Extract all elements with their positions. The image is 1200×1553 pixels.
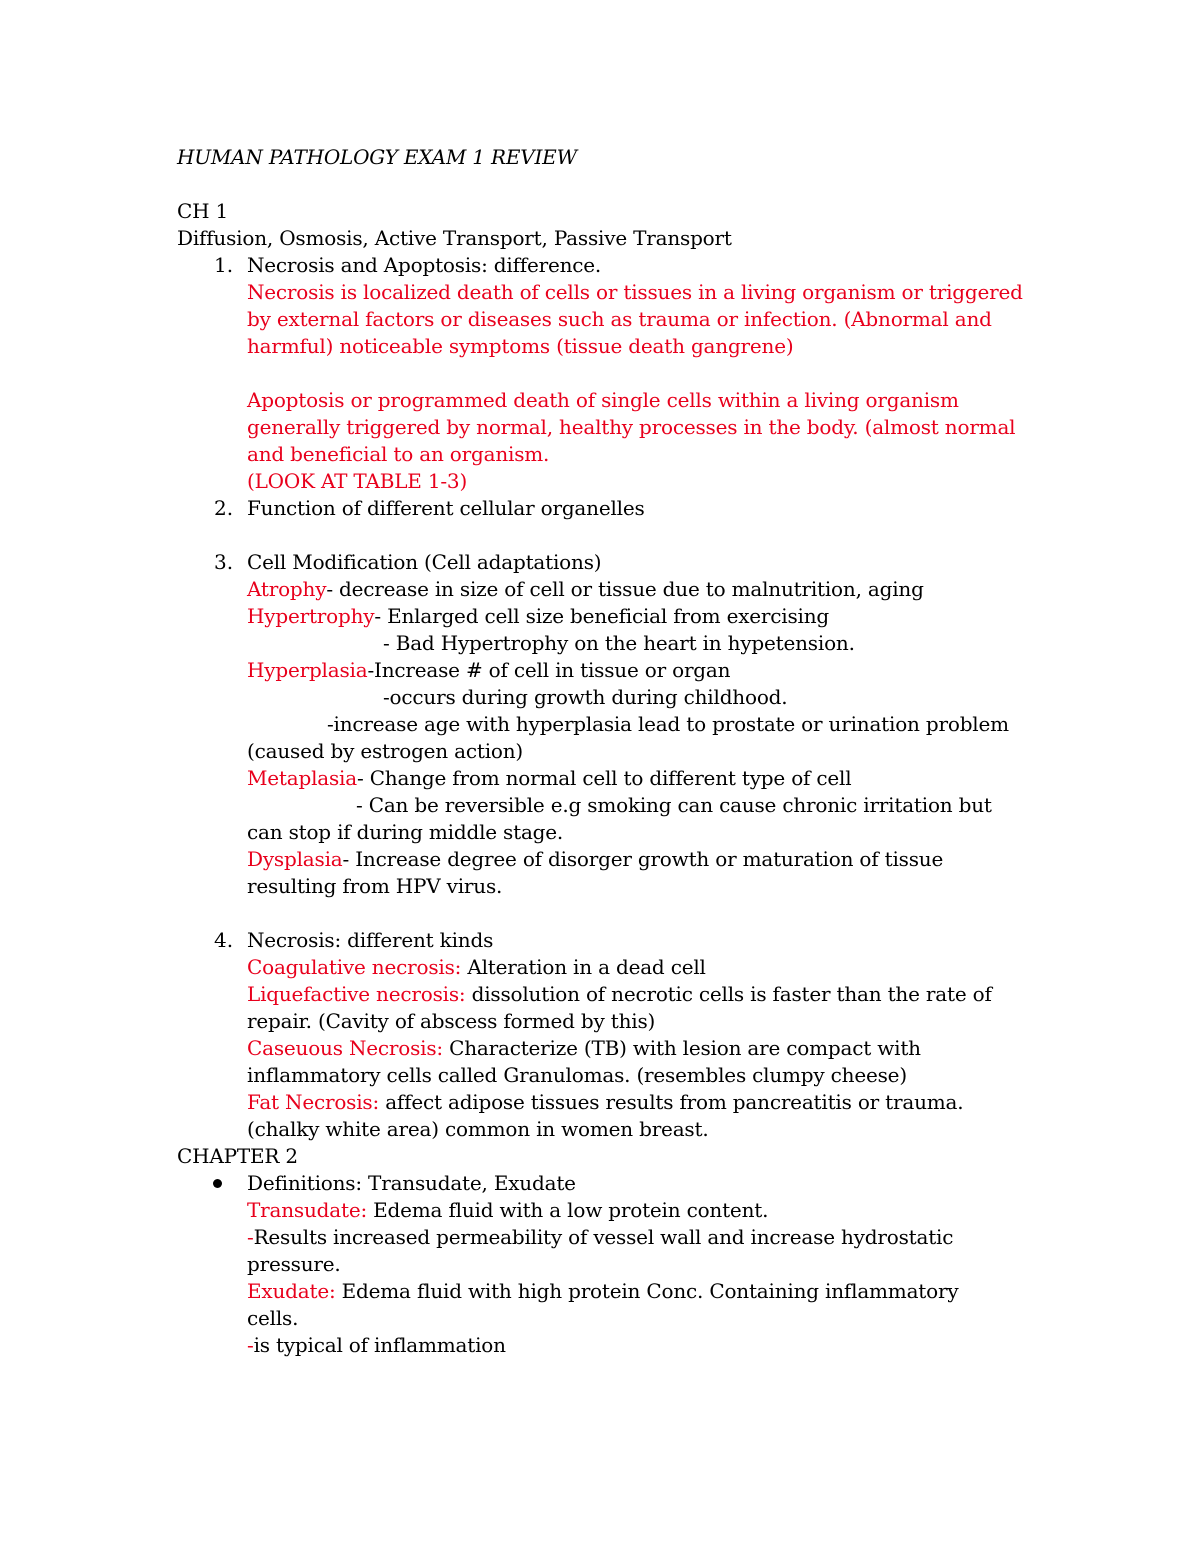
exudate-term: Exudate:	[247, 1279, 336, 1303]
hypertrophy-text: - Enlarged cell size beneficial from exercising	[374, 604, 830, 628]
caseous-term: Caseuous Necrosis:	[247, 1036, 443, 1060]
transudate-entry	[247, 1197, 768, 1224]
exudate-note-text: is typical of inflammation	[253, 1333, 506, 1357]
item1-number: 1.	[214, 253, 234, 277]
liquefactive-necrosis-entry	[247, 981, 992, 1008]
table-note: (LOOK AT TABLE 1-3)	[247, 469, 468, 493]
exudate-note	[247, 1332, 506, 1359]
transudate-note1	[247, 1224, 953, 1251]
necrosis-definition-line2: by external factors or diseases such as trauma or infection. (Abnormal and	[247, 307, 992, 331]
item2-heading: Function of different cellular organelles	[247, 496, 645, 520]
transudate-dash: -	[247, 1225, 254, 1249]
item3-number: 3.	[214, 550, 234, 574]
item3-heading: Cell Modification (Cell adaptations)	[247, 550, 602, 574]
transudate-term: Transudate:	[247, 1198, 367, 1222]
coagulative-text: Alteration in a dead cell	[461, 955, 706, 979]
metaplasia-entry	[247, 765, 851, 792]
item4-number: 4.	[214, 928, 234, 952]
document-title: HUMAN PATHOLOGY EXAM 1 REVIEW	[177, 145, 577, 169]
hyperplasia-note2: -increase age with hyperplasia lead to prostate or urination problem	[327, 712, 1009, 736]
fat-term: Fat Necrosis:	[247, 1090, 380, 1114]
hypertrophy-term: Hypertrophy	[247, 604, 375, 628]
necrosis-definition-line3: harmful) noticeable symptoms (tissue death gangrene)	[247, 334, 794, 358]
metaplasia-note1: - Can be reversible e.g smoking can cause chronic irritation but	[356, 793, 992, 817]
hyperplasia-text: -Increase # of cell in tissue or organ	[367, 658, 731, 682]
hyperplasia-entry	[247, 657, 730, 684]
liquefactive-text: dissolution of necrotic cells is faster than the rate of	[465, 982, 992, 1006]
bullet-icon	[213, 1179, 222, 1188]
coagulative-term: Coagulative necrosis:	[247, 955, 462, 979]
hyperplasia-note1: -occurs during growth during childhood.	[383, 685, 788, 709]
apoptosis-definition-line3: and beneficial to an organism.	[247, 442, 550, 466]
transudate-note2: pressure.	[247, 1252, 341, 1276]
apoptosis-definition-line2: generally triggered by normal, healthy processes in the body. (almost normal	[247, 415, 1016, 439]
fat-necrosis-entry	[247, 1089, 963, 1116]
liquefactive-term: Liquefactive necrosis:	[247, 982, 466, 1006]
hypertrophy-entry	[247, 603, 829, 630]
ch1-topics: Diffusion, Osmosis, Active Transport, Passive Transport	[177, 226, 732, 250]
ch2-heading: CHAPTER 2	[177, 1144, 298, 1168]
fat-text: affect adipose tissues results from pancreatitis or trauma.	[379, 1090, 964, 1114]
liquefactive-text2: repair. (Cavity of abscess formed by this)	[247, 1009, 656, 1033]
item1-heading: Necrosis and Apoptosis: difference.	[247, 253, 602, 277]
metaplasia-text: - Change from normal cell to different type of cell	[356, 766, 852, 790]
hyperplasia-term: Hyperplasia	[247, 658, 368, 682]
apoptosis-definition-line1: Apoptosis or programmed death of single cells within a living organism	[247, 388, 959, 412]
ch2-bullet-heading: Definitions: Transudate, Exudate	[247, 1171, 576, 1195]
item2-number: 2.	[214, 496, 234, 520]
metaplasia-term: Metaplasia	[247, 766, 357, 790]
caseous-text: Characterize (TB) with lesion are compact with	[442, 1036, 921, 1060]
exudate-dash: -	[247, 1333, 254, 1357]
transudate-text: Edema fluid with a low protein content.	[367, 1198, 769, 1222]
exudate-entry	[247, 1278, 958, 1305]
hypertrophy-note: - Bad Hypertrophy on the heart in hypetension.	[383, 631, 855, 655]
dysplasia-term: Dysplasia	[247, 847, 343, 871]
exudate-text2: cells.	[247, 1306, 299, 1330]
dysplasia-entry	[247, 846, 943, 873]
atrophy-entry	[247, 576, 924, 603]
coagulative-necrosis-entry	[247, 954, 706, 981]
dysplasia-text: - Increase degree of disorger growth or maturation of tissue	[342, 847, 944, 871]
atrophy-term: Atrophy	[247, 577, 327, 601]
exudate-text: Edema fluid with high protein Conc. Containing inflammatory	[335, 1279, 959, 1303]
ch1-heading: CH 1	[177, 199, 229, 223]
atrophy-text: - decrease in size of cell or tissue due to malnutrition, aging	[326, 577, 924, 601]
item4-heading: Necrosis: different kinds	[247, 928, 494, 952]
caseous-text2: inflammatory cells called Granulomas. (resembles clumpy cheese)	[247, 1063, 907, 1087]
hyperplasia-note3: (caused by estrogen action)	[247, 739, 524, 763]
transudate-note1-text: Results increased permeability of vessel wall and increase hydrostatic	[253, 1225, 954, 1249]
caseous-necrosis-entry	[247, 1035, 921, 1062]
dysplasia-note: resulting from HPV virus.	[247, 874, 503, 898]
fat-text2: (chalky white area) common in women breast.	[247, 1117, 709, 1141]
necrosis-definition-line1: Necrosis is localized death of cells or tissues in a living organism or triggered	[247, 280, 1023, 304]
metaplasia-note2: can stop if during middle stage.	[247, 820, 564, 844]
